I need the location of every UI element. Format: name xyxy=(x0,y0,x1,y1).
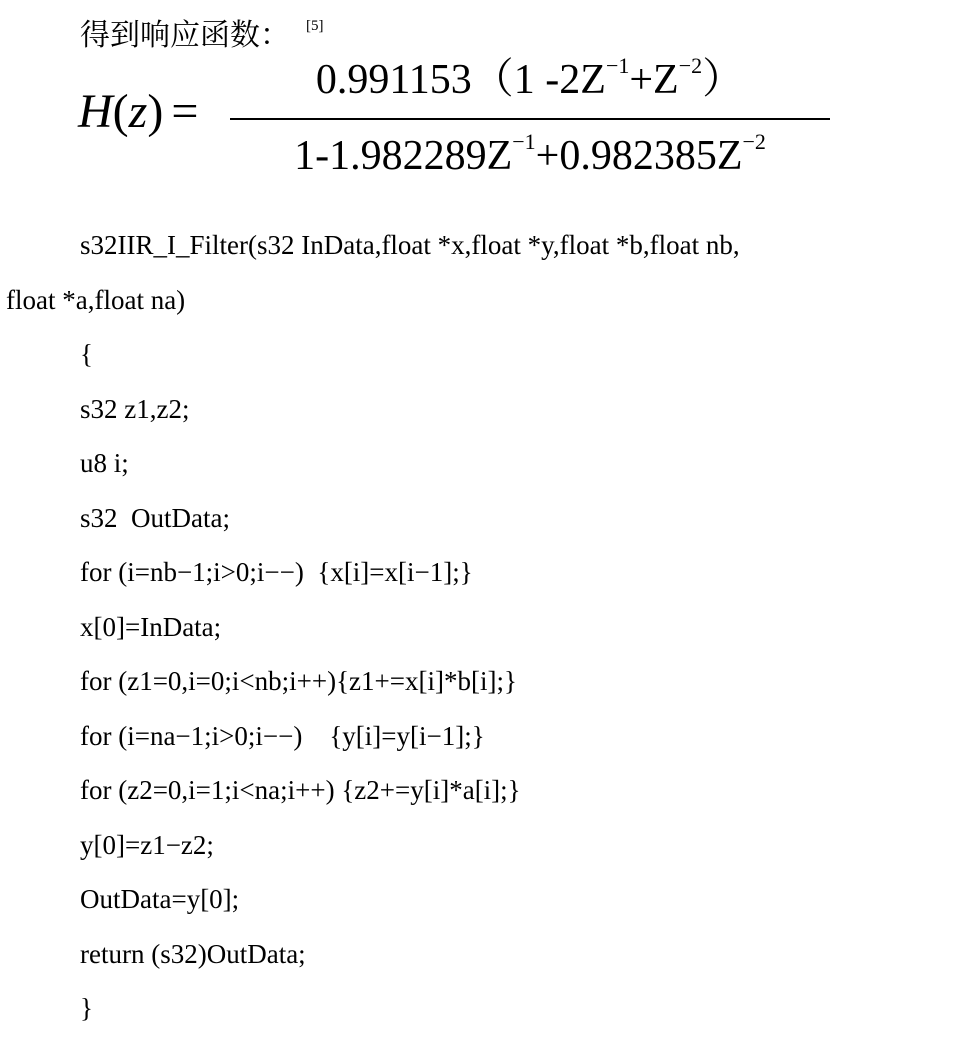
code-line: for (z1=0,i=0;i<nb;i++){z1+=x[i]*b[i];} xyxy=(80,666,517,696)
code-line: for (i=nb−1;i>0;i−−) {x[i]=x[i−1];} xyxy=(80,557,473,587)
equals-sign: = xyxy=(171,85,199,138)
denominator-exp2: −2 xyxy=(742,129,766,154)
code-line: { xyxy=(80,339,93,369)
code-block xyxy=(0,218,969,1036)
denominator-part2: +0.982385Z xyxy=(535,133,743,179)
code-line: OutData=y[0]; xyxy=(80,884,240,914)
code-line: u8 i; xyxy=(80,448,129,478)
numerator xyxy=(230,48,830,112)
function-arg: z xyxy=(128,85,148,138)
code-line: s32IIR_I_Filter(s32 InData,float *x,float *y,float *b,float nb, xyxy=(80,230,740,260)
denominator xyxy=(230,124,830,188)
function-name: H xyxy=(78,85,113,138)
numerator-exp2: −2 xyxy=(678,53,703,78)
numerator-coef: 0.991153 xyxy=(315,57,472,103)
transfer-function-equation xyxy=(78,48,938,188)
intro-text: 得到响应函数： xyxy=(80,18,290,53)
fraction-bar xyxy=(230,118,830,120)
numerator-mid: +Z xyxy=(629,57,679,103)
code-line: for (z2=0,i=1;i<na;i++) {z2+=y[i]*a[i];} xyxy=(80,775,521,805)
denominator-part1: 1-1.982289Z xyxy=(294,133,513,179)
code-line: float *a,float na) xyxy=(6,284,186,315)
numerator-open: （1 -2Z xyxy=(471,57,606,103)
code-line: s32 z1,z2; xyxy=(80,393,190,424)
equation-fraction xyxy=(230,48,830,188)
code-line: x[0]=InData; xyxy=(80,611,222,642)
code-line: s32 OutData; xyxy=(80,502,230,533)
equation-lhs xyxy=(78,82,198,142)
code-line: y[0]=z1−z2; xyxy=(80,829,214,860)
numerator-exp1: −1 xyxy=(605,53,630,78)
close-paren: ) xyxy=(147,85,164,138)
open-paren: ( xyxy=(112,85,129,138)
numerator-close: ） xyxy=(702,57,745,103)
citation-marker: [5] xyxy=(306,18,324,34)
code-line: return (s32)OutData; xyxy=(80,938,306,969)
code-line: for (i=na−1;i>0;i−−) {y[i]=y[i−1];} xyxy=(80,720,485,751)
code-line: } xyxy=(80,993,93,1023)
denominator-exp1: −1 xyxy=(512,129,536,154)
